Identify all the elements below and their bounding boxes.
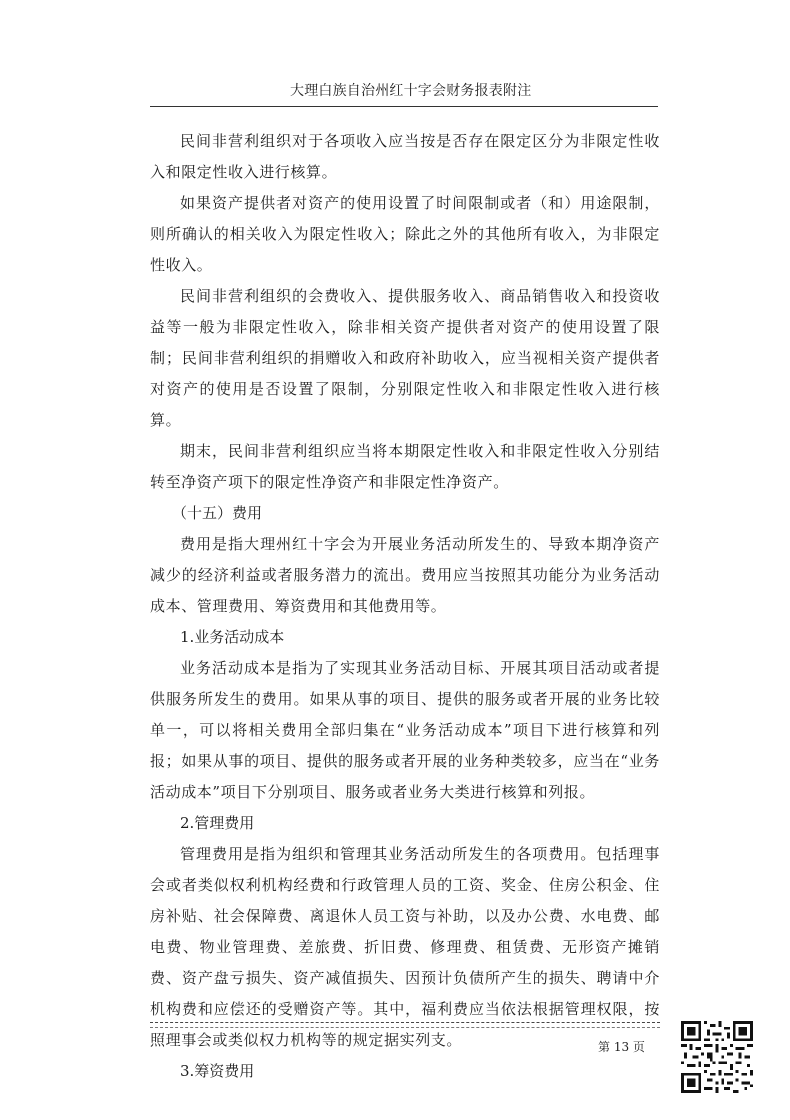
paragraph: 费用是指大理州红十字会为开展业务活动所发生的、导致本期净资产减少的经济利益或者服务潜力的流出。费用应当按照其功能分为业务活动成本、管理费用、筹资费用和其他费用等。 bbox=[150, 535, 660, 615]
subsection-heading-admin-expenses: 2.管理费用 bbox=[180, 814, 255, 832]
subsection-heading-financing-expenses: 3.筹资费用 bbox=[180, 1062, 255, 1080]
footer-divider-secondary bbox=[150, 1027, 660, 1028]
paragraph: 期末，民间非营利组织应当将本期限定性收入和非限定性收入分别结转至净资产项下的限定性净资产和非限定性净资产。 bbox=[150, 442, 660, 491]
header-divider bbox=[150, 106, 658, 107]
paragraph: 业务活动成本是指为了实现其业务活动目标、开展其项目活动或者提供服务所发生的费用。如果从事的项目、提供的服务或者开展的业务比较单一，可以将相关费用全部归集在“业务活动成本”项目下进行核算和列报；如果从事的项目、提供的服务或者开展的业务种类较多，应当在“业务活动成本”项目下分别项目、服务或者业务大类进行核算和列报。 bbox=[150, 659, 660, 801]
qr-code-icon bbox=[681, 1021, 753, 1093]
paragraph: 民间非营利组织的会费收入、提供服务收入、商品销售收入和投资收益等一般为非限定性收入，除非相关资产提供者对资产的使用设置了限制；民间非营利组织的捐赠收入和政府补助收入，应当视相关资产提供者对资产的使用是否设置了限制，分别限定性收入和非限定性收入进行核算。 bbox=[150, 287, 660, 429]
section-heading-expenses: （十五）费用 bbox=[172, 504, 263, 522]
paragraph: 管理费用是指为组织和管理其业务活动所发生的各项费用。包括理事会或者类似权利机构经费和行政管理人员的工资、奖金、住房公积金、住房补贴、社会保障费、离退休人员工资与补助，以及办公费、水电费、邮电费、物业管理费、差旅费、折旧费、修理费、租赁费、无形资产摊销费、资产盘亏损失、资产减值损失、因预计负债所产生的损失、聘请中介机构费和应偿还的受赠资产等。其中，福利费应当依法根据管理权限，按照理事会或类似权力机构等的规定据实列支。 bbox=[150, 845, 660, 1049]
subsection-heading-business-cost: 1.业务活动成本 bbox=[180, 628, 285, 646]
body-text bbox=[150, 126, 660, 1087]
footer-divider bbox=[150, 1022, 660, 1023]
page-header-title: 大理白族自治州红十字会财务报表附注 bbox=[290, 83, 532, 99]
paragraph: 民间非营利组织对于各项收入应当按是否存在限定区分为非限定性收入和限定性收入进行核算。 bbox=[150, 132, 660, 181]
paragraph: 如果资产提供者对资产的使用设置了时间限制或者（和）用途限制，则所确认的相关收入为限定性收入；除此之外的其他所有收入，为非限定性收入。 bbox=[150, 194, 660, 274]
page-number: 第 13 页 bbox=[598, 1040, 645, 1054]
